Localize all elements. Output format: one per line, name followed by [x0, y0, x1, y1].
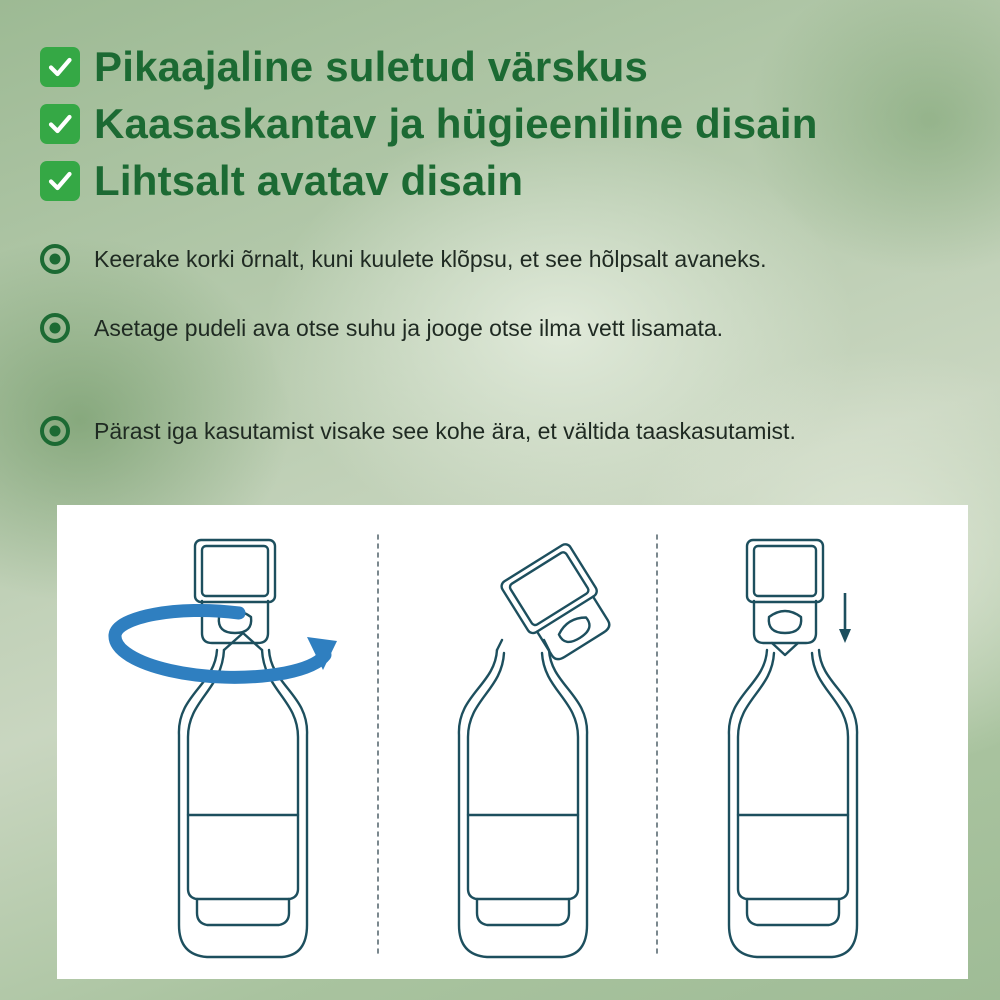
instruction-text: Pärast iga kasutamist visake see kohe ära, et vältida taaskasutamist. [94, 417, 796, 444]
usage-illustration [57, 505, 968, 979]
headline-text: Kaasaskantav ja hügieeniline disain [94, 99, 818, 147]
instruction-item-twist [38, 242, 767, 276]
push-down-arrow-icon [839, 593, 851, 643]
instruction-text: Keerake korki õrnalt, kuni kuulete klõpsu, et see hõlpsalt avaneks. [94, 245, 767, 272]
instruction-item-dispose [38, 414, 796, 448]
instruction-item-drink [38, 311, 723, 345]
headline-freshness [40, 38, 818, 95]
check-mark-icon [40, 161, 80, 201]
ampoule-step-open [459, 542, 618, 957]
headline-easy-open [40, 152, 818, 209]
headline-portable [40, 95, 818, 152]
check-mark-icon [40, 104, 80, 144]
target-bullet-icon [38, 311, 72, 345]
target-bullet-icon [38, 414, 72, 448]
headline-text: Lihtsalt avatav disain [94, 156, 524, 204]
instruction-text: Asetage pudeli ava otse suhu ja jooge otse ilma vett lisamata. [94, 314, 724, 341]
ampoule-step-twist [179, 540, 307, 957]
usage-illustration-panel [57, 505, 968, 979]
headline-list [40, 38, 818, 209]
check-mark-icon [40, 47, 80, 87]
ampoule-step-push [729, 540, 857, 957]
target-bullet-icon [38, 242, 72, 276]
headline-text: Pikaajaline suletud värskus [94, 42, 649, 90]
